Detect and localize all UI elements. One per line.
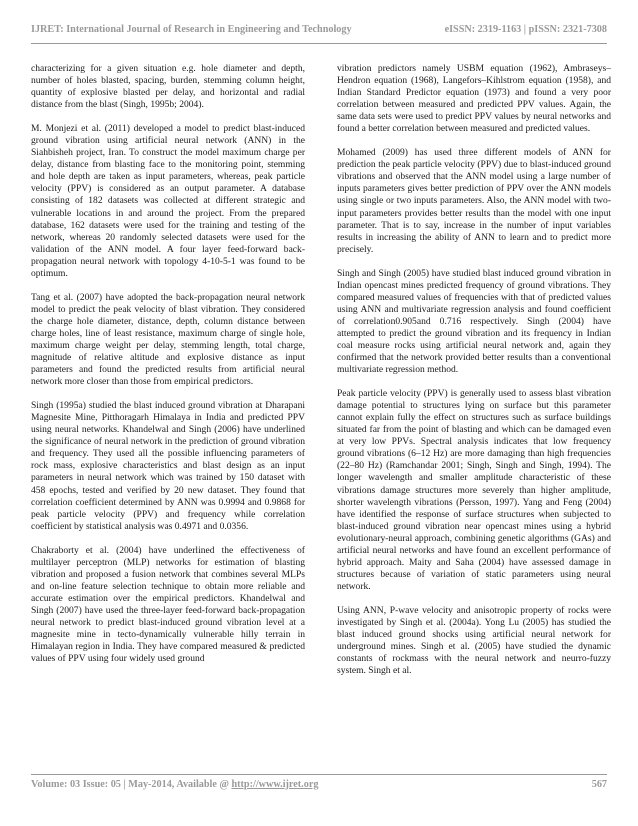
paragraph: vibration predictors namely USBM equation (1962), Ambraseys–Hendron equation (1968), Langefors–Kihlstrom equation (1958), and Indian Standard Predictor equation (1973) and found a very poor correlation between measured and predicted PPV values. Again, the same data sets were used to predict PPV values by neural networks and found a better correlation between measured and predicted values.: [337, 63, 611, 135]
page-footer: [31, 779, 607, 790]
paragraph: Peak particle velocity (PPV) is generally used to assess blast vibration damage potential to structures lying on surface but this parameter cannot explain fully the effect on structures such as surface buildings situated far from the point of blasting and which can be damaged even at very low PPVs. Spectral analysis indicates that low frequency ground vibrations (6–12 Hz) are more damaging than high frequencies (22–80 Hz) (Ramchandar 2001; Singh, Singh and Singh, 1994). The longer wavelength and smaller amplitude characteristic of these vibrations damage structures more severely than higher amplitude, shorter wavelength vibrations (Persson, 1997). Yang and Feng (2004) have identified the response of surface structures when subjected to blast-induced ground vibration near opencast mines using a hybrid evolutionary-neural approach, combining genetic algorithms (GAs) and artificial neural networks and have found an excellent performance of hybrid approach. Maity and Saha (2004) have assessed damage in structures because of variation of static parameters using neural network.: [337, 388, 611, 592]
footer-info: [31, 779, 318, 790]
journal-link[interactable]: http://www.ijret.org: [231, 779, 319, 790]
page-number: 567: [591, 779, 607, 790]
right-column: [337, 63, 611, 689]
paragraph: Singh (1995a) studied the blast induced ground vibration at Dharapani Magnesite Mine, Pitthoragarh Himalaya in India and predicted PPV using neural networks. Khandelwal and Singh (2006) have underlined the significance of neural network in the prediction of ground vibration and frequency. They used all the possible influencing parameters of rock mass, explosive characteristics and blast design as an input parameters in neural network which was trained by 150 dataset with 458 epochs, tested and verified by 20 new dataset. They found that correlation coefficient determined by ANN was 0.9994 and 0.9868 for peak particle velocity (PPV) and frequency while correlation coefficient by statistical analysis was 0.4971 and 0.0356.: [31, 400, 305, 532]
volume-info: Volume: 03 Issue: 05 | May-2014, Available @: [31, 779, 229, 790]
left-column: [31, 63, 305, 677]
paragraph: Mohamed (2009) has used three different models of ANN for prediction the peak particle velocity (PPV) due to blast-induced ground vibrations and observed that the ANN model using a large number of inputs parameters gives better prediction of PPV over the ANN models using single or two inputs parameters. Also, the ANN model with two-input parameters provides better results than the model with one input parameter. That is to say, increase in the number of input variables results in increasing the ability of ANN to learn and to predict more precisely.: [337, 147, 611, 255]
paragraph: Using ANN, P-wave velocity and anisotropic property of rocks were investigated by Singh et al. (2004a). Yong Lu (2005) has studied the blast induced ground shocks using artificial neural network for underground mines. Singh et al. (2005) have studied the dynamic constants of rockmass with the neural network and neurro-fuzzy system. Singh et al.: [337, 604, 611, 677]
page-header: [31, 15, 607, 35]
footer-rule: [31, 774, 607, 775]
header-rule: [31, 43, 607, 44]
paragraph: Chakraborty et al. (2004) have underlined the effectiveness of multilayer perceptron (MLP) networks for estimation of blasting vibration and proposed a fusion network that combines several MLPs and on-line feature selection technique to obtain more reliable and accurate estimation over the empirical predictors. Khandelwal and Singh (2007) have used the three-layer feed-forward back-propagation neural network to predict blast-induced ground vibration level at a magnesite mine in tecto-dynamically vulnerable hilly terrain in Himalayan region in India. They have compared measured & predicted values of PPV using four widely used ground: [31, 544, 305, 665]
paragraph: Singh and Singh (2005) have studied blast induced ground vibration in Indian opencast mines predicted frequency of ground vibrations. They compared measured values of frequencies with that of predicted values using ANN and multivariate regression analysis and found coefficient of correlation0.905and 0.716 respectively. Singh (2004) have attempted to predict the ground vibration and its frequency in Indian coal measure rocks using artificial neural network and, again they confirmed that the network provided better results than a conventional multivariate regression method.: [337, 267, 611, 376]
paragraph: Tang et al. (2007) have adopted the back-propagation neural network model to predict the peak velocity of blast vibration. They considered the charge hole diameter, distance, depth, column distance between charge holes, line of least resistance, maximum charge of single hole, maximum charge weight per delay, stemming length, total charge, magnitude of relative altitude and explosive distance as input parameters and found the predicted results from artificial neural network more closer than those from empirical predictors.: [31, 291, 305, 388]
issn-info: eISSN: 2319-1163 | pISSN: 2321-7308: [444, 24, 607, 35]
journal-title: IJRET: International Journal of Research in Engineering and Technology: [31, 24, 352, 35]
paragraph: characterizing for a given situation e.g. hole diameter and depth, number of holes blasted, spacing, burden, stemming column height, quantity of explosive blasted per delay, and horizontal and radial distance from the blast (Singh, 1995b; 2004).: [31, 63, 305, 111]
paragraph: M. Monjezi et al. (2011) developed a model to predict blast-induced ground vibration using artificial neural network (ANN) in the Siahbisheh project, Iran. To construct the model maximum charge per delay, distance from blasting face to the monitoring point, stemming and hole depth are taken as input parameters, whereas, peak particle velocity (PPV) is considered as an output parameter. A database consisting of 182 datasets was collected at different strategic and vulnerable locations in and around the project. From the prepared database, 162 datasets were used for the training and testing of the network, whereas 20 randomly selected datasets were used for the validation of the ANN model. A four layer feed-forward back-propagation neural network with topology 4-10-5-1 was found to be optimum.: [31, 123, 305, 279]
